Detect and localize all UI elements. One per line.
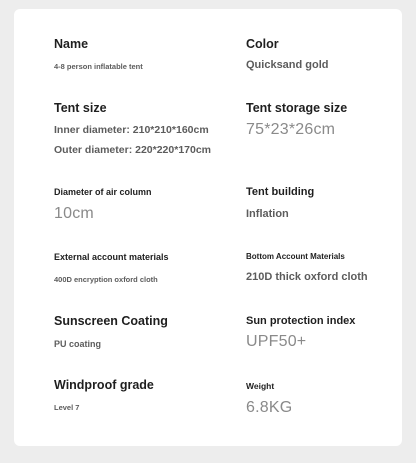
spec-label: Tent building [246,186,315,198]
spec-value: 210D thick oxford cloth [246,271,368,283]
spec-value: Quicksand gold [246,59,329,71]
spec-label: Sun protection index [246,315,356,327]
spec-value: Level 7 [54,403,80,412]
spec-value: 75*23*26cm [246,121,336,138]
spec-value: Inflation [246,208,289,220]
spec-label: Name [54,37,89,51]
spec-label: Tent storage size [246,101,348,115]
spec-label: Sunscreen Coating [54,314,168,328]
spec-tent-building [246,186,416,220]
spec-windproof-grade [54,378,224,412]
spec-tent-storage-size [246,101,416,139]
spec-sun-protection-index [246,315,416,351]
spec-value: Inner diameter: 210*210*160cm [54,124,209,136]
spec-value: UPF50+ [246,333,307,350]
spec-sunscreen-coating [54,314,224,349]
spec-value: PU coating [54,339,102,349]
spec-external-materials [54,252,224,284]
spec-air-column-diameter [54,187,224,223]
spec-label: Bottom Account Materials [246,252,345,261]
spec-color [246,37,416,71]
spec-value: 6.8KG [246,399,293,416]
spec-value: Outer diameter: 220*220*170cm [54,144,212,156]
spec-bottom-materials [246,252,416,283]
spec-label: Diameter of air column [54,187,152,197]
spec-label: Tent size [54,101,107,115]
spec-value: 10cm [54,205,94,222]
spec-name [54,37,224,71]
spec-value: 400D encryption oxford cloth [54,275,158,284]
spec-label: Weight [246,381,275,391]
spec-card [14,9,402,446]
spec-label: External account materials [54,252,169,262]
spec-value: 4-8 person inflatable tent [54,62,143,71]
spec-tent-size [54,101,224,156]
spec-label: Color [246,37,279,51]
spec-weight [246,381,416,417]
spec-label: Windproof grade [54,378,154,392]
